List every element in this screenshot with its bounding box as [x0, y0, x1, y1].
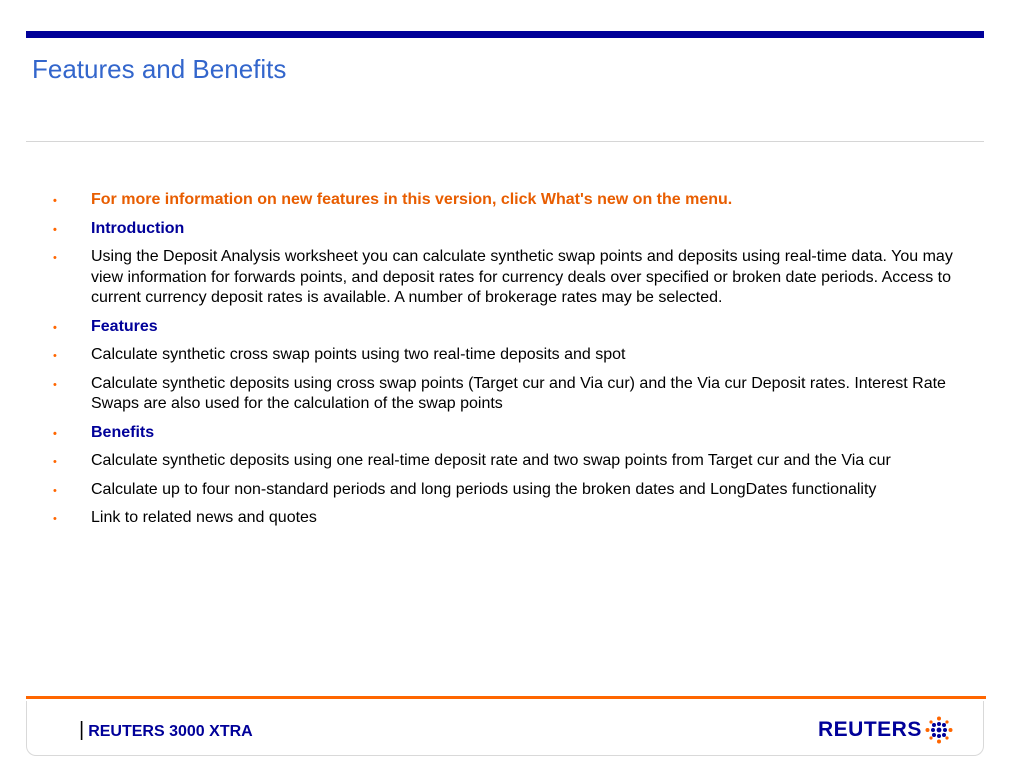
bullet-text: Link to related news and quotes: [91, 509, 317, 526]
bullet-text: Features: [91, 317, 158, 335]
bullet-item-benefits: [0, 423, 1024, 444]
bullet-item-synthetic-deposits: [0, 374, 1024, 415]
bullet-icon: •: [53, 427, 57, 440]
reuters-dots-icon: [925, 716, 953, 744]
bullet-icon: •: [53, 484, 57, 497]
bullet-icon: •: [53, 513, 57, 525]
title-divider: [26, 141, 984, 142]
top-header-bar: [26, 31, 984, 38]
footer-brand: [79, 719, 253, 743]
bullet-icon: •: [53, 350, 57, 362]
bullet-item-features: [0, 317, 1024, 338]
reuters-logo-text: REUTERS: [818, 718, 922, 741]
footer-separator: |: [79, 719, 85, 741]
bullet-text: Using the Deposit Analysis worksheet you can calculate synthetic swap points and deposits using real-time data. You may view information for forwards points, and deposit rates for currency deals over specified or broken date periods. Access to current currency deposit rates is available. A number of brokerage rates may be selected.: [91, 248, 953, 306]
bullet-item-one-deposit-rate: [0, 451, 1024, 472]
bullet-icon: •: [53, 456, 57, 468]
bullet-icon: •: [53, 321, 57, 334]
footer-divider: [26, 696, 986, 699]
bullet-item-introduction-body: [0, 247, 1024, 309]
bullet-text: Calculate synthetic deposits using one real-time deposit rate and two swap points from Target cur and the Via cur: [91, 452, 891, 469]
bullet-text: Calculate up to four non-standard periods and long periods using the broken dates and LongDates functionality: [91, 480, 877, 498]
bullet-item-news-quotes: [0, 508, 1024, 529]
bullet-item-whats-new: [0, 190, 1024, 211]
bullet-text: Calculate synthetic deposits using cross swap points (Target cur and Via cur) and the Via cur Deposit rates. Interest Rate Swaps are also used for the calculation of the swap points: [91, 374, 946, 412]
bullet-text: Calculate synthetic cross swap points using two real-time deposits and spot: [91, 346, 626, 363]
bullet-text: Introduction: [91, 219, 185, 237]
bullet-icon: •: [53, 378, 57, 391]
bullet-list: [0, 190, 1024, 537]
bullet-item-introduction: [0, 219, 1024, 240]
bullet-icon: •: [53, 223, 57, 236]
bullet-item-non-standard-periods: [0, 480, 1024, 501]
footer-brand-label: REUTERS 3000 XTRA: [88, 723, 253, 740]
bullet-item-cross-swap-points: [0, 345, 1024, 366]
bullet-icon: •: [53, 252, 57, 264]
bullet-text: Benefits: [91, 423, 155, 441]
bullet-icon: •: [53, 195, 57, 207]
page-title: Features and Benefits: [32, 54, 287, 84]
reuters-logo: [818, 716, 953, 744]
bullet-text: For more information on new features in this version, click What's new on the menu.: [91, 191, 733, 208]
